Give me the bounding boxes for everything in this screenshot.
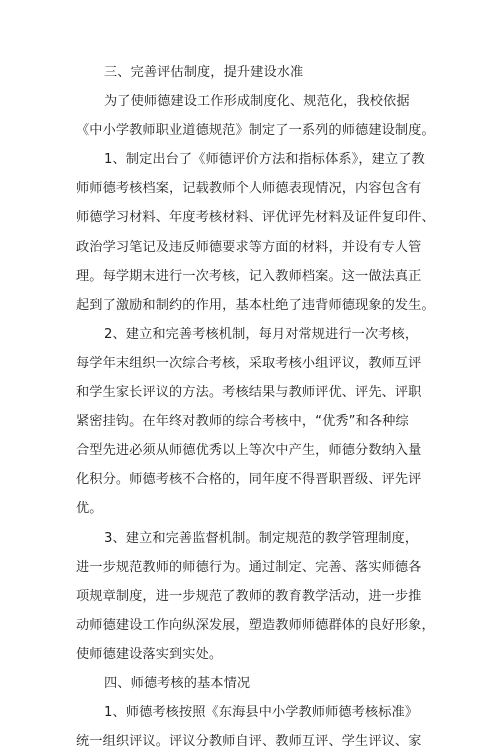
text-line: 《中小学教师职业道德规范》制定了一系列的师德建设制度。 <box>76 123 435 139</box>
text-line: 三、完善评估制度，提升建设水准 <box>104 65 304 80</box>
text-line: 动师德建设工作向纵深发展，塑造教师师德群体的良好形象， <box>76 617 435 633</box>
text-line: 化积分。师德考核不合格的，同年度不得晋职晋级、评先评 <box>76 472 422 488</box>
text-line: 师德学习材料、年度考核材料、评优评先材料及证件复印件、 <box>76 210 435 226</box>
text-line: 1、制定出台了《师德评价方法和指标体系》，建立了教 <box>104 152 425 168</box>
text-line: 每学年末组织一次综合考核，采取考核小组评议，教师互评 <box>76 355 422 371</box>
text-line: 和学生家长评议的方法。考核结果与教师评优、评先、评职 <box>76 385 422 401</box>
text-line: 使师德建设落实到实处。 <box>76 646 223 662</box>
text-line: 师师德考核档案，记载教师个人师德表现情况，内容包含有 <box>76 181 422 197</box>
text-line: 理。每学期末进行一次考核，记入教师档案。这一做法真正 <box>76 268 422 284</box>
text-line: 1、师德考核按照《东海县中小学教师师德考核标准》 <box>104 705 419 721</box>
text-line: 起到了激励和制约的作用，基本杜绝了违背师德现象的发生。 <box>76 297 435 313</box>
document-body <box>76 58 436 756</box>
text-line: 项规章制度，进一步规范了教师的教育教学活动，进一步推 <box>76 588 422 604</box>
text-line: 进一步规范教师的师德行为。通过制定、完善、落实师德各 <box>76 559 422 575</box>
text-line: 政治学习笔记及违反师德要求等方面的材料，并设有专人管 <box>76 239 422 255</box>
text-line: 紧密挂钩。在年终对教师的综合考核中，“优秀”和各种综 <box>76 414 409 430</box>
text-line: 为了使师德建设工作形成制度化、规范化，我校依据 <box>104 94 410 110</box>
text-line: 四、师德考核的基本情况 <box>104 675 251 691</box>
text-line: 2、建立和完善考核机制，每月对常规进行一次考核， <box>104 326 419 342</box>
text-line: 合型先进必须从师德优秀以上等次中产生，师德分数纳入量 <box>76 443 422 459</box>
text-line: 3、建立和完善监督机制。制定规范的教学管理制度， <box>104 530 419 546</box>
text-line: 统一组织评议。评议分教师自评、教师互评、学生评议、家 <box>76 734 422 750</box>
text-line: 优。 <box>76 501 103 517</box>
